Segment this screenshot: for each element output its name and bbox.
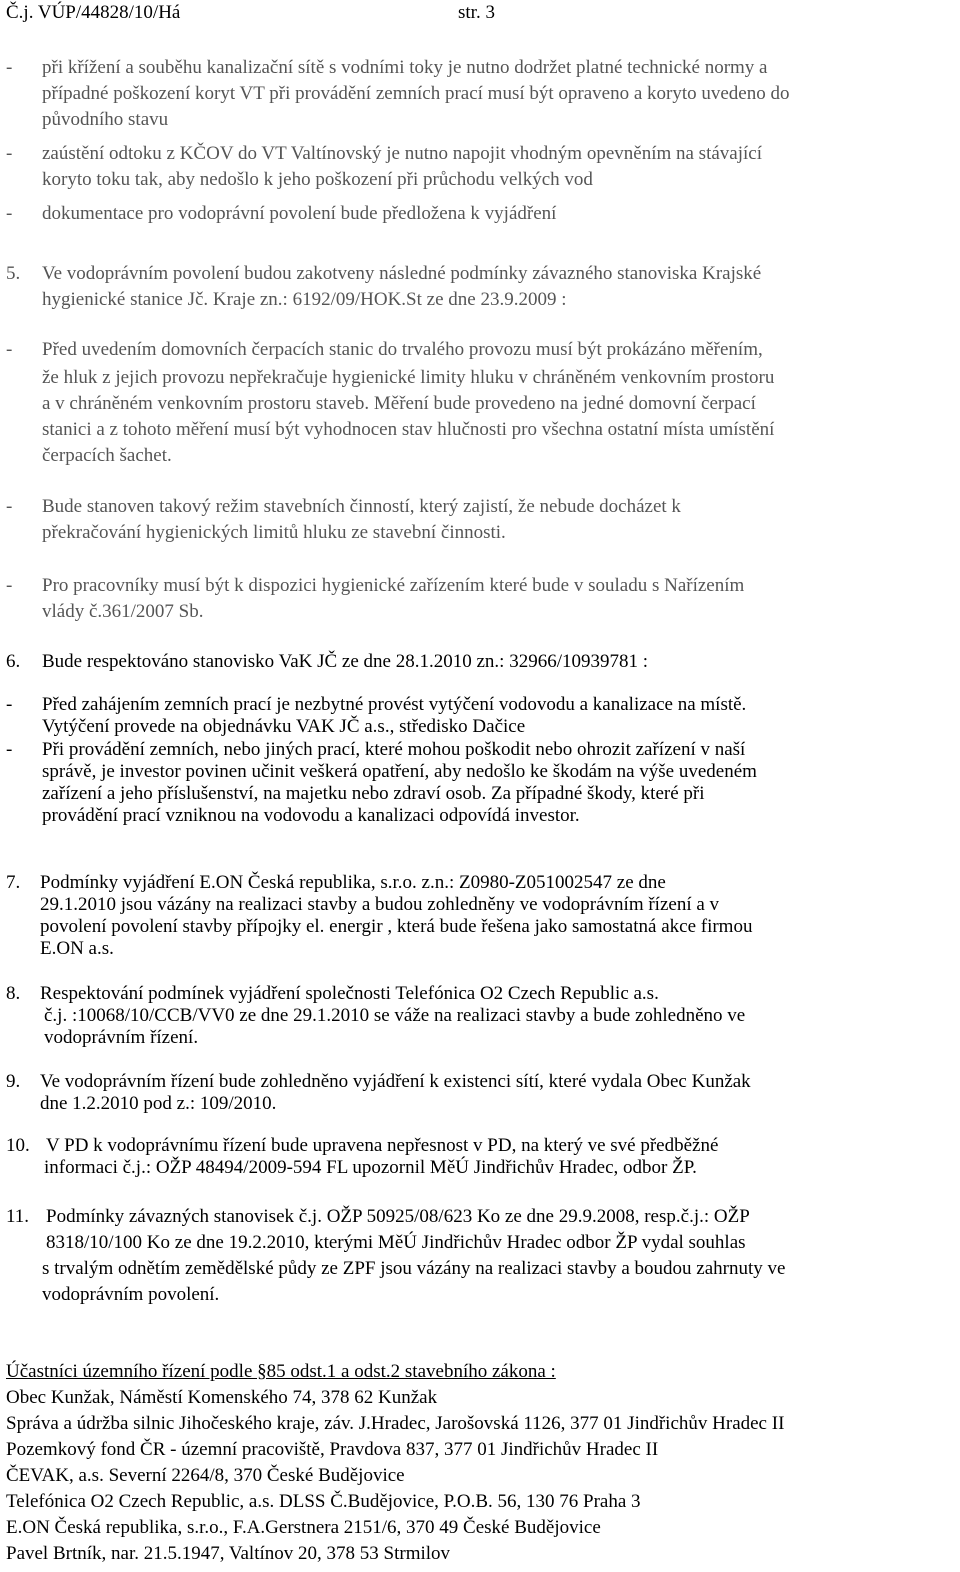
bullet-dash: - <box>6 575 13 596</box>
text-line: Pro pracovníky musí být k dispozici hygienické zařízením které bude v souladu s Nařízením <box>42 575 745 596</box>
bullet-dash: - <box>6 203 13 224</box>
text-line: zařízení a jeho příslušenství, na majetku nebo zdraví osob. Za případné škody, které při <box>42 783 705 804</box>
text-line: čerpacích šachet. <box>42 445 172 466</box>
text-line: vodoprávním řízení. <box>44 1027 199 1048</box>
page-number: str. 3 <box>458 2 495 23</box>
item-number: 10. <box>6 1135 30 1156</box>
text-line: vlády č.361/2007 Sb. <box>42 601 204 622</box>
item-number: 11. <box>6 1206 30 1227</box>
text-line: Podmínky závazných stanovisek č.j. OŽP 50925/08/623 Ko ze dne 29.9.2008, resp.č.j.: OŽP <box>46 1206 750 1227</box>
item-number: 5. <box>6 263 21 284</box>
text-line: při křížení a souběhu kanalizační sítě s vodními toky je nutno dodržet platné technické normy a <box>42 57 768 78</box>
item-number: 9. <box>6 1071 21 1092</box>
text-line: zaústění odtoku z KČOV do VT Valtínovský je nutno napojit vhodným opevněním na stávající <box>42 143 762 164</box>
bullet-dash: - <box>6 339 13 360</box>
participant-line: Pozemkový fond ČR - územní pracoviště, Pravdova 837, 377 01 Jindřichův Hradec II <box>6 1439 659 1460</box>
text-line: Bude stanoven takový režim stavebních činností, který zajistí, že nebude docházet k <box>42 496 681 517</box>
participant-line: ČEVAK, a.s. Severní 2264/8, 370 České Budějovice <box>6 1465 405 1486</box>
text-line: Respektování podmínek vyjádření společnosti Telefónica O2 Czech Republic a.s. <box>40 983 659 1004</box>
participant-line: Správa a údržba silnic Jihočeského kraje, záv. J.Hradec, Jarošovská 1126, 377 01 Jindřichův Hradec II <box>6 1413 785 1434</box>
text-line: vodoprávním povolení. <box>42 1284 220 1305</box>
text-line: 29.1.2010 jsou vázány na realizaci stavby a budou zohledněny ve vodoprávním řízení a v <box>40 894 720 915</box>
participant-line: E.ON Česká republika, s.r.o., F.A.Gerstnera 2151/6, 370 49 České Budějovice <box>6 1517 601 1538</box>
item-number: 6. <box>6 651 21 672</box>
text-line: V PD k vodoprávnímu řízení bude upravena nepřesnost v PD, na který ve své předběžné <box>46 1135 719 1156</box>
bullet-dash: - <box>6 739 13 760</box>
text-line: překračování hygienických limitů hluku ze stavební činnosti. <box>42 522 506 543</box>
text-line: č.j. :10068/10/CCB/VV0 ze dne 29.1.2010 se váže na realizaci stavby a bude zohledněno ve <box>44 1005 746 1026</box>
text-line: Před uvedením domovních čerpacích stanic do trvalého provozu musí být prokázáno měřením, <box>42 339 763 360</box>
text-line: Ve vodoprávním řízení bude zohledněno vyjádření k existenci sítí, které vydala Obec Kunžak <box>40 1071 751 1092</box>
text-line: 8318/10/100 Ko ze dne 19.2.2010, kterými MěÚ Jindřichův Hradec odbor ŽP vydal souhlas <box>46 1232 746 1253</box>
text-line: hygienické stanice Jč. Kraje zn.: 6192/09/HOK.St ze dne 23.9.2009 : <box>42 289 567 310</box>
text-line: Bude respektováno stanovisko VaK JČ ze dne 28.1.2010 zn.: 32966/10939781 : <box>42 651 648 672</box>
text-line: E.ON a.s. <box>40 938 114 959</box>
text-line: informaci č.j.: OŽP 48494/2009-594 FL upozornil MěÚ Jindřichův Hradec, odbor ŽP. <box>44 1157 697 1178</box>
participant-line: Obec Kunžak, Náměstí Komenského 74, 378 62 Kunžak <box>6 1387 438 1408</box>
text-line: správě, je investor povinen učinit veškerá opatření, aby nedošlo ke škodám na výše uvedeném <box>42 761 757 782</box>
text-line: Podmínky vyjádření E.ON Česká republika, s.r.o. z.n.: Z0980-Z051002547 ze dne <box>40 872 666 893</box>
text-line: provádění prací vzniknou na vodovodu a kanalizaci odpovídá investor. <box>42 805 580 826</box>
text-line: původního stavu <box>42 109 169 130</box>
item-number: 8. <box>6 983 21 1004</box>
text-line: povolení povolení stavby přípojky el. energir , která bude řešena jako samostatná akce firmou <box>40 916 753 937</box>
text-line: a v chráněném venkovním prostoru staveb. Měření bude provedeno na jedné domovní čerpací <box>42 393 756 414</box>
text-line: dokumentace pro vodoprávní povolení bude předložena k vyjádření <box>42 203 557 224</box>
participant-line: Pavel Brtník, nar. 21.5.1947, Valtínov 20, 378 53 Strmilov <box>6 1543 451 1564</box>
text-line: Při provádění zemních, nebo jiných prací, které mohou poškodit nebo ohrozit zařízení v naší <box>42 739 746 760</box>
text-line: případné poškození koryt VT při provádění zemních prací musí být opraveno a koryto uvedeno do <box>42 83 790 104</box>
bullet-dash: - <box>6 143 13 164</box>
document-reference: Č.j. VÚP/44828/10/Há <box>6 2 181 23</box>
text-line: koryto toku tak, aby nedošlo k jeho poškození při průchodu velkých vod <box>42 169 593 190</box>
bullet-dash: - <box>6 57 13 78</box>
text-line: s trvalým odnětím zemědělské půdy ze ZPF jsou vázány na realizaci stavby a boudou zahrnuty ve <box>42 1258 786 1279</box>
text-line: stanici a z tohoto měření musí být vyhodnocen stav hlučnosti pro všechna ostatní místa umístění <box>42 419 775 440</box>
bullet-dash: - <box>6 694 13 715</box>
participants-heading: Účastníci územního řízení podle §85 odst.1 a odst.2 stavebního zákona : <box>6 1361 556 1382</box>
participant-line: Telefónica O2 Czech Republic, a.s. DLSS Č.Budějovice, P.O.B. 56, 130 76 Praha 3 <box>6 1491 641 1512</box>
text-line: dne 1.2.2010 pod z.: 109/2010. <box>40 1093 277 1114</box>
text-line: že hluk z jejich provozu nepřekračuje hygienické limity hluku v chráněném venkovním prostoru <box>42 367 775 388</box>
text-line: Vytýčení provede na objednávku VAK JČ a.s., středisko Dačice <box>42 716 526 737</box>
text-line: Před zahájením zemních prací je nezbytné provést vytýčení vodovodu a kanalizace na místě. <box>42 694 747 715</box>
bullet-dash: - <box>6 496 13 517</box>
item-number: 7. <box>6 872 21 893</box>
text-line: Ve vodoprávním povolení budou zakotveny následné podmínky závazného stanoviska Krajské <box>42 263 762 284</box>
